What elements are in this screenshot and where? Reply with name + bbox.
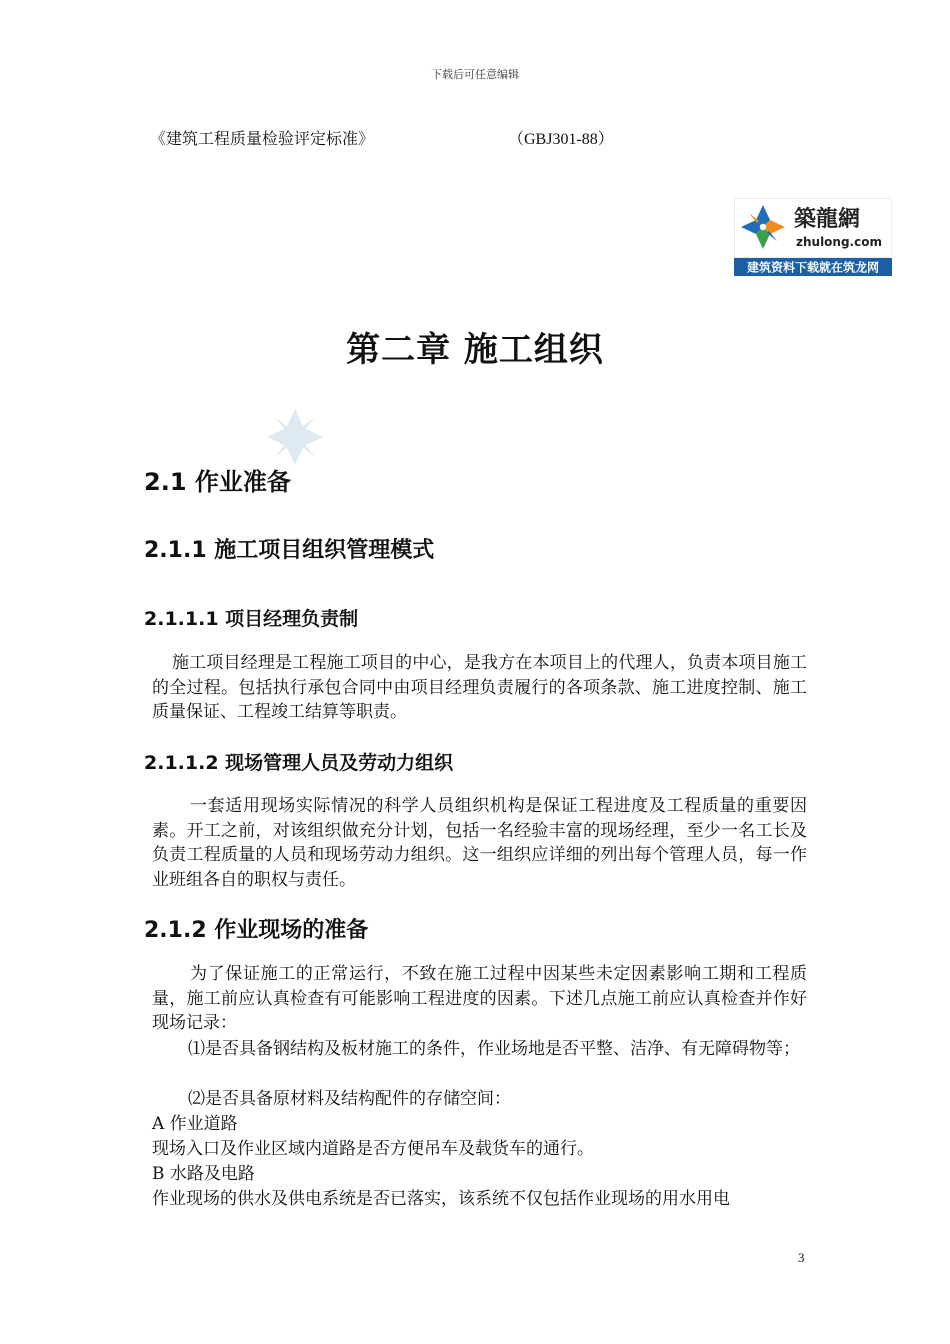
subsection-a-title: A 作业道路 bbox=[152, 1114, 238, 1134]
heading-2-1-2: 2.1.2 作业现场的准备 bbox=[144, 918, 369, 943]
zhulong-logo bbox=[734, 198, 892, 276]
paragraph-staff-organization: 一套适用现场实际情况的科学人员组织机构是保证工程进度及工程质量的重要因素。开工之前，对该组织做充分计划，包括一名经验丰富的现场经理，至少一名工长及负责工程质量的人员和现场劳动力组织。这一组织应详细的列出每个管理人员，每一作业班组各自的职权与责任。 bbox=[152, 796, 807, 890]
logo-brand-domain: zhulong.com bbox=[796, 235, 882, 249]
subsection-b-title: B 水路及电路 bbox=[152, 1164, 255, 1184]
watermark-emblem-icon bbox=[264, 406, 326, 468]
zhulong-logo-mark bbox=[734, 198, 892, 276]
chapter-title: 第二章 施工组织 bbox=[346, 330, 604, 370]
heading-2-1-1-1: 2.1.1.1 项目经理负责制 bbox=[144, 608, 359, 630]
heading-2-1-1-2: 2.1.1.2 现场管理人员及劳动力组织 bbox=[144, 752, 454, 774]
standard-code: （GBJ301-88） bbox=[508, 131, 614, 148]
logo-slogan: 建筑资料下载就在筑龙网 bbox=[746, 260, 880, 275]
heading-2-1-1: 2.1.1 施工项目组织管理模式 bbox=[144, 538, 435, 563]
paragraph-site-preparation: 为了保证施工的正常运行，不致在施工过程中因某些未定因素影响工期和工程质量，施工前应认真检查有可能影响工程进度的因素。下述几点施工前应认真检查并作好现场记录： bbox=[152, 964, 807, 1033]
logo-brand-cn: 築龍網 bbox=[794, 207, 861, 232]
standard-title: 《建筑工程质量检验评定标准》 bbox=[150, 129, 375, 148]
list-item-2: ⑵是否具备原材料及结构配件的存储空间： bbox=[188, 1089, 511, 1109]
paragraph-project-manager: 施工项目经理是工程施工项目的中心，是我方在本项目上的代理人，负责本项目施工的全过程。包括执行承包合同中由项目经理负责履行的各项条款、施工进度控制、施工质量保证、工程竣工结算等职责。 bbox=[152, 653, 807, 722]
subsection-b-text: 作业现场的供水及供电系统是否已落实，该系统不仅包括作业现场的用水用电 bbox=[152, 1189, 730, 1209]
list-item-1: ⑴是否具备钢结构及板材施工的条件，作业场地是否平整、洁净、有无障碍物等； bbox=[188, 1039, 800, 1059]
header-note: 下载后可任意编辑 bbox=[431, 68, 519, 81]
heading-2-1: 2.1 作业准备 bbox=[144, 468, 291, 496]
page-number: 3 bbox=[798, 1250, 805, 1265]
subsection-a-text: 现场入口及作业区域内道路是否方便吊车及载货车的通行。 bbox=[152, 1139, 594, 1159]
